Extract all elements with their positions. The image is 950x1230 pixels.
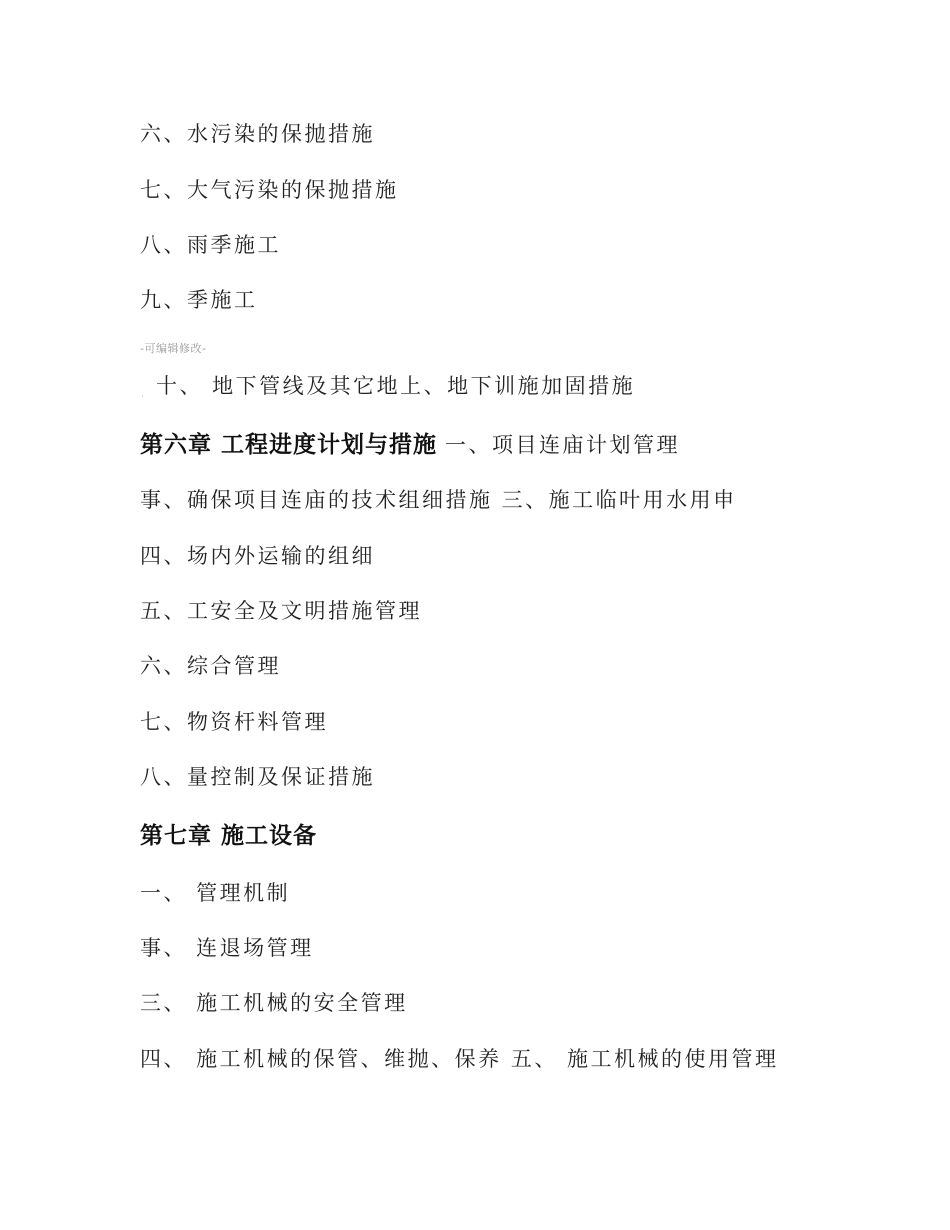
toc-line: 八、量控制及保证措施 — [140, 765, 375, 789]
toc-line: 事、确保项目连庙的技术组细措施 三、施工临叶用水用申 — [140, 488, 737, 512]
stray-mark: . — [141, 389, 145, 400]
toc-line: 四、场内外运输的组细 — [140, 544, 375, 568]
toc-line: 五、工安全及文明措施管理 — [140, 599, 422, 623]
toc-line: 九、季施工 — [140, 288, 258, 312]
toc-line: 十、 地下管线及其它地上、地下训施加固措施 — [156, 374, 636, 398]
toc-line: 七、大气污染的保抛措施 — [140, 178, 399, 202]
chapter-6-title: 第六章 工程进度计划与措施 — [140, 432, 438, 458]
chapter-6-heading-line — [140, 434, 680, 457]
toc-line: 事、 连退场管理 — [140, 936, 314, 960]
toc-line: 三、 施工机械的安全管理 — [140, 991, 408, 1015]
toc-line: 七、物资杆料管理 — [140, 710, 328, 734]
toc-line: 一、 管理机制 — [140, 881, 291, 905]
editable-watermark: -可编辑修改- — [140, 342, 207, 355]
chapter-7-title: 第七章 施工设备 — [140, 823, 318, 849]
toc-line: 一、项目连庙计划管理 — [445, 433, 681, 457]
toc-line: 四、 施工机械的保管、维抛、保养 五、 施工机械的使用管理 — [140, 1047, 779, 1071]
toc-line: 八、雨季施工 — [140, 233, 281, 257]
toc-line: 六、水污染的保抛措施 — [140, 122, 375, 146]
toc-line: 六、综合管理 — [140, 654, 281, 678]
